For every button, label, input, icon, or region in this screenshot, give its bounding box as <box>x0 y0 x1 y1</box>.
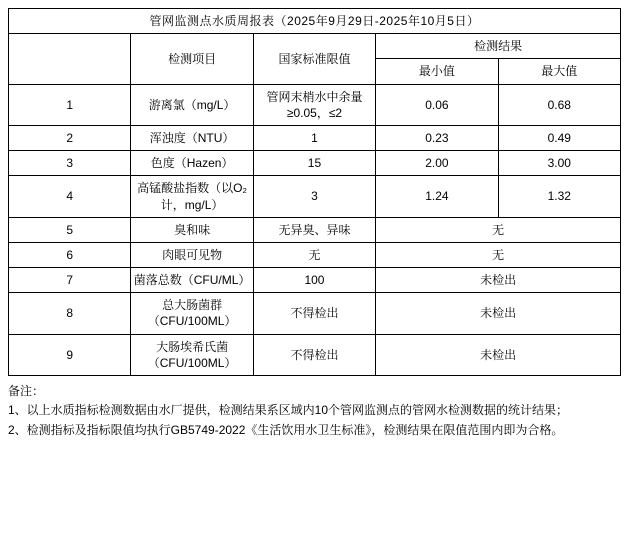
table-row <box>9 334 621 375</box>
title-row <box>9 9 621 34</box>
row-index: 8 <box>9 293 131 334</box>
note-item: 1、以上水质指标检测数据由水厂提供，检测结果系区域内10个管网监测点的管网水检测数据的统计结果； <box>8 403 569 418</box>
row-index: 5 <box>9 217 131 242</box>
header-max: 最大值 <box>498 59 620 84</box>
row-result: 无 <box>376 242 621 267</box>
header-min: 最小值 <box>376 59 498 84</box>
row-limit: 管网末梢水中余量≥0.05，≤2 <box>253 84 375 125</box>
row-index: 9 <box>9 334 131 375</box>
row-limit: 100 <box>253 268 375 293</box>
table-row <box>9 176 621 217</box>
row-min: 1.24 <box>376 176 498 217</box>
table-row <box>9 268 621 293</box>
table-row <box>9 151 621 176</box>
table-row <box>9 242 621 267</box>
note-item: 2、检测指标及指标限值均执行GB5749-2022《生活饮用水卫生标准》，检测结果在限值范围内即为合格。 <box>8 422 564 437</box>
row-result: 未检出 <box>376 268 621 293</box>
row-index: 2 <box>9 125 131 150</box>
page-title: 管网监测点水质周报表（2025年9月29日-2025年10月5日） <box>9 9 621 34</box>
header-index <box>9 34 131 84</box>
table-row <box>9 125 621 150</box>
row-item: 游离氯（mg/L） <box>131 84 253 125</box>
row-result: 无 <box>376 217 621 242</box>
row-index: 6 <box>9 242 131 267</box>
table-row <box>9 293 621 334</box>
header-item: 检测项目 <box>131 34 253 84</box>
row-min: 0.06 <box>376 84 498 125</box>
header-row-1 <box>9 34 621 59</box>
row-item: 总大肠菌群（CFU/100ML） <box>131 293 253 334</box>
row-item: 大肠埃希氏菌（CFU/100ML） <box>131 334 253 375</box>
row-max: 3.00 <box>498 151 620 176</box>
row-limit: 3 <box>253 176 375 217</box>
row-index: 7 <box>9 268 131 293</box>
row-item: 菌落总数（CFU/ML） <box>131 268 253 293</box>
row-item: 色度（Hazen） <box>131 151 253 176</box>
row-limit: 不得检出 <box>253 293 375 334</box>
row-limit: 无异臭、异味 <box>253 217 375 242</box>
row-limit: 无 <box>253 242 375 267</box>
row-limit: 1 <box>253 125 375 150</box>
water-quality-table <box>8 8 621 376</box>
row-min: 0.23 <box>376 125 498 150</box>
row-min: 2.00 <box>376 151 498 176</box>
row-max: 0.49 <box>498 125 620 150</box>
row-item: 臭和味 <box>131 217 253 242</box>
row-max: 0.68 <box>498 84 620 125</box>
row-max: 1.32 <box>498 176 620 217</box>
header-limit: 国家标准限值 <box>253 34 375 84</box>
row-limit: 15 <box>253 151 375 176</box>
notes-label: 备注： <box>8 384 45 398</box>
table-row <box>9 217 621 242</box>
row-item: 浑浊度（NTU） <box>131 125 253 150</box>
table-row <box>9 84 621 125</box>
row-result: 未检出 <box>376 334 621 375</box>
row-index: 4 <box>9 176 131 217</box>
header-result: 检测结果 <box>376 34 621 59</box>
row-result: 未检出 <box>376 293 621 334</box>
notes-section <box>8 382 621 440</box>
row-limit: 不得检出 <box>253 334 375 375</box>
row-item: 高锰酸盐指数（以O₂计，mg/L） <box>131 176 253 217</box>
row-index: 1 <box>9 84 131 125</box>
row-index: 3 <box>9 151 131 176</box>
row-item: 肉眼可见物 <box>131 242 253 267</box>
